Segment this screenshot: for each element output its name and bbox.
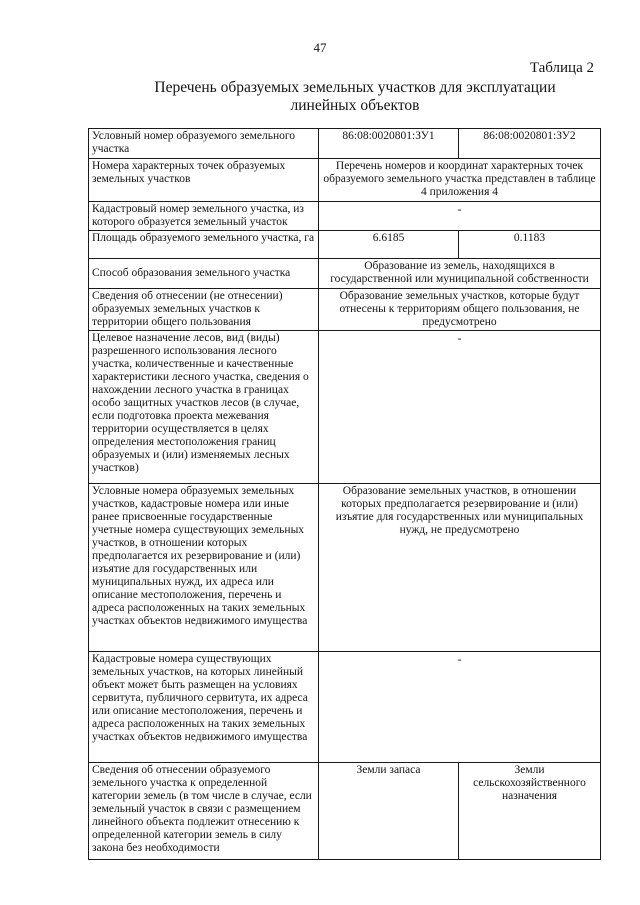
- table-row: [89, 484, 601, 652]
- row-label-points: Номера характерных точек образуемых земельных участков: [89, 159, 319, 202]
- row-label-area: Площадь образуемого земельного участка, га: [89, 231, 319, 259]
- row-label-method: Способ образования земельного участка: [89, 259, 319, 289]
- page-number: 47: [313, 40, 327, 55]
- public-use-value: Образование земельных участков, которые будут отнесены к территориям общего пользования, не предусмотрено: [319, 289, 601, 331]
- plot-number-zu2: 86:08:0020801:ЗУ2: [459, 129, 601, 159]
- forest-value: -: [319, 331, 601, 484]
- table-row: [89, 289, 601, 331]
- row-label-forest: Целевое назначение лесов, вид (виды) разрешенного использования лесного участка, количественные и качественные характеристики лесного участка, сведения о нахождении лесного участка в границах особо защитных участков лесов (в случае, если подготовка проекта межевания территории осуществляется в целях определения местоположения границ образуемых и (или) изменяемых лесных участков): [89, 331, 319, 484]
- document-title: Перечень образуемых земельных участков для эксплуатации линейных объектов: [154, 79, 556, 114]
- table-row: [89, 202, 601, 231]
- land-category-zu2: Земли сельскохозяйственного назначения: [459, 763, 601, 860]
- row-label-cadastral: Кадастровый номер земельного участка, из которого образуется земельный участок: [89, 202, 319, 231]
- row-label-servitude: Кадастровые номера существующих земельных участков, на которых линейный объект может быть размещен на условиях сервитута, публичного сервитута, их адреса или описание местоположения, перечень и адреса расположенных на таких земельных участках объектов недвижимого имущества: [89, 652, 319, 763]
- plot-number-zu1: 86:08:0020801:ЗУ1: [319, 129, 459, 159]
- row-label-reservation: Условные номера образуемых земельных участков, кадастровые номера или иные ранее присвоенные государственные учетные номера существующих земельных участков, в отношении которых предполагается их резервирование и (или) изъятие для государственных или муниципальных нужд, их адреса или описание местоположения, перечень и адреса расположенных на таких земельных участках объектов недвижимого имущества: [89, 484, 319, 652]
- area-zu2: 0.1183: [459, 231, 601, 259]
- table-row: [89, 652, 601, 763]
- land-category-zu1: Земли запаса: [319, 763, 459, 860]
- reservation-value: Образование земельных участков, в отношении которых предполагается резервирование и (или) изъятие для государственных или муниципальных нужд, не предусмотрено: [319, 484, 601, 652]
- method-value: Образование из земель, находящихся в государственной или муниципальной собственности: [319, 259, 601, 289]
- row-label-public-use: Сведения об отнесении (не отнесении) образуемых земельных участков к территории общего пользования: [89, 289, 319, 331]
- table-row: [89, 231, 601, 259]
- cadastral-value: -: [319, 202, 601, 231]
- table-row: [89, 763, 601, 860]
- row-label-land-category: Сведения об отнесении образуемого земельного участка к определенной категории земель (в том числе в случае, если земельный участок в связи с размещением линейного объекта подлежит отнесению к определенной категории земель в силу закона без необходимости: [89, 763, 319, 860]
- table-row: [89, 159, 601, 202]
- table-row: [89, 129, 601, 159]
- table-label: Таблица 2: [529, 60, 594, 76]
- land-plots-table: [88, 128, 601, 860]
- area-zu1: 6.6185: [319, 231, 459, 259]
- row-label-plot-number: Условный номер образуемого земельного участка: [89, 129, 319, 159]
- table-row: [89, 331, 601, 484]
- servitude-value: -: [319, 652, 601, 763]
- table-row: [89, 259, 601, 289]
- points-value: Перечень номеров и координат характерных точек образуемого земельного участка представлен в таблице 4 приложения 4: [319, 159, 601, 202]
